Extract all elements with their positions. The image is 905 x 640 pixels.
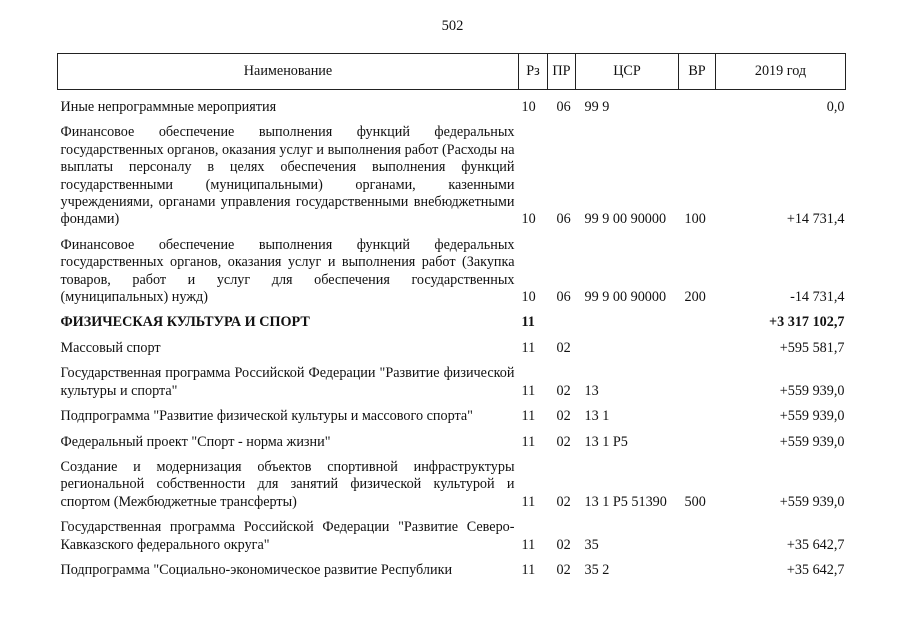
cell-pr: 06 (556, 289, 571, 306)
cell-vr (679, 90, 716, 125)
cell-amount: +35 642,7 (786, 536, 845, 553)
cell-amount: +559 939,0 (779, 408, 845, 425)
cell-name: Создание и модернизация объектов спортивной инфраструктуры региональной собственности для занятий физической культурой и спортом (Межбюджетные трансферты) (60, 458, 515, 510)
cell-pr: 02 (556, 339, 571, 356)
cell-vr (679, 314, 716, 339)
cell-name: Государственная программа Российской Федерации "Развитие Северо-Кавказского федерального округа" (60, 519, 515, 553)
table-row (58, 434, 846, 459)
cell-amount: +559 939,0 (779, 433, 845, 450)
cell-name: Федеральный проект "Спорт - норма жизни" (60, 433, 331, 450)
page-number: 502 (441, 18, 464, 34)
cell-csr: 99 9 00 90000 (584, 289, 667, 306)
table-row (58, 314, 846, 339)
cell-name: Финансовое обеспечение выполнения функций федеральных государственных органов, оказания услуг и выполнения работ (Расходы на выплаты персоналу в целях обеспечения выполнения функций государственными (муниципальными) органами, казенными учреждениями, органами управления государственными внебюджетными фондами) (60, 124, 515, 228)
cell-amount: +559 939,0 (779, 493, 845, 510)
cell-csr: 99 9 00 90000 (584, 211, 667, 228)
cell-vr: 100 (684, 211, 706, 228)
header-vr: ВР (679, 54, 716, 90)
cell-vr (679, 408, 716, 433)
header-rz: Рз (519, 54, 548, 90)
cell-rz: 10 (521, 211, 536, 228)
table-row (58, 519, 846, 562)
cell-name: ФИЗИЧЕСКАЯ КУЛЬТУРА И СПОРТ (60, 314, 310, 331)
cell-amount: +595 581,7 (779, 339, 845, 356)
cell-csr: 13 (584, 382, 599, 399)
cell-amount: +559 939,0 (779, 382, 845, 399)
cell-rz: 11 (521, 561, 536, 578)
cell-vr (679, 365, 716, 408)
cell-csr: 13 1 P5 51390 (584, 493, 667, 510)
cell-vr: 500 (684, 493, 706, 510)
budget-table (57, 53, 846, 587)
cell-name: Подпрограмма "Развитие физической культуры и массового спорта" (60, 408, 473, 425)
cell-csr: 13 1 P5 (584, 433, 628, 450)
header-name: Наименование (58, 54, 519, 90)
cell-rz: 11 (521, 433, 536, 450)
cell-vr (679, 519, 716, 562)
cell-csr: 35 (584, 536, 599, 553)
cell-csr (576, 340, 679, 365)
table-row (58, 340, 846, 365)
cell-name: Массовый спорт (60, 339, 161, 356)
cell-vr: 200 (684, 289, 706, 306)
cell-pr: 06 (556, 99, 571, 115)
cell-pr: 06 (556, 211, 571, 228)
cell-pr: 02 (556, 408, 571, 425)
cell-name: Финансовое обеспечение выполнения функций федеральных государственных органов, оказания услуг и выполнения работ (Закупка товаров, работ и услуг для обеспечения государственных (муниципальных) нужд) (60, 236, 515, 306)
cell-pr (548, 314, 576, 339)
cell-name: Подпрограмма "Социально-экономическое развитие Республики (60, 561, 453, 578)
table-row (58, 237, 846, 315)
cell-amount: -14 731,4 (790, 289, 845, 306)
cell-csr: 99 9 (584, 99, 610, 115)
table-body (58, 90, 846, 588)
cell-csr: 35 2 (584, 561, 610, 578)
cell-vr (679, 340, 716, 365)
table-header (58, 54, 846, 90)
cell-pr: 02 (556, 433, 571, 450)
cell-name: Иные непрограммные мероприятия (60, 99, 277, 115)
cell-rz: 11 (521, 339, 536, 356)
header-csr: ЦСР (576, 54, 679, 90)
cell-rz: 10 (521, 99, 536, 115)
table-row (58, 408, 846, 433)
cell-pr: 02 (556, 561, 571, 578)
cell-rz: 10 (521, 289, 536, 306)
cell-csr (576, 314, 679, 339)
cell-amount: +3 317 102,7 (769, 314, 845, 331)
header-year: 2019 год (716, 54, 846, 90)
cell-rz: 11 (521, 408, 536, 425)
cell-csr: 13 1 (584, 408, 610, 425)
cell-vr (679, 562, 716, 587)
cell-amount: +14 731,4 (786, 211, 845, 228)
cell-rz: 11 (521, 314, 535, 331)
cell-pr: 02 (556, 382, 571, 399)
table-row (58, 124, 846, 236)
cell-rz: 11 (521, 536, 536, 553)
table-row (58, 90, 846, 125)
cell-pr: 02 (556, 536, 571, 553)
header-pr: ПР (548, 54, 576, 90)
cell-rz: 11 (521, 493, 536, 510)
cell-vr (679, 434, 716, 459)
cell-name: Государственная программа Российской Федерации "Развитие физической культуры и спорта" (60, 365, 515, 399)
cell-amount: 0,0 (826, 99, 845, 115)
table-row (58, 459, 846, 519)
cell-rz: 11 (521, 382, 536, 399)
cell-amount: +35 642,7 (786, 561, 845, 578)
cell-pr: 02 (556, 493, 571, 510)
table-row (58, 365, 846, 408)
table-row (58, 562, 846, 587)
